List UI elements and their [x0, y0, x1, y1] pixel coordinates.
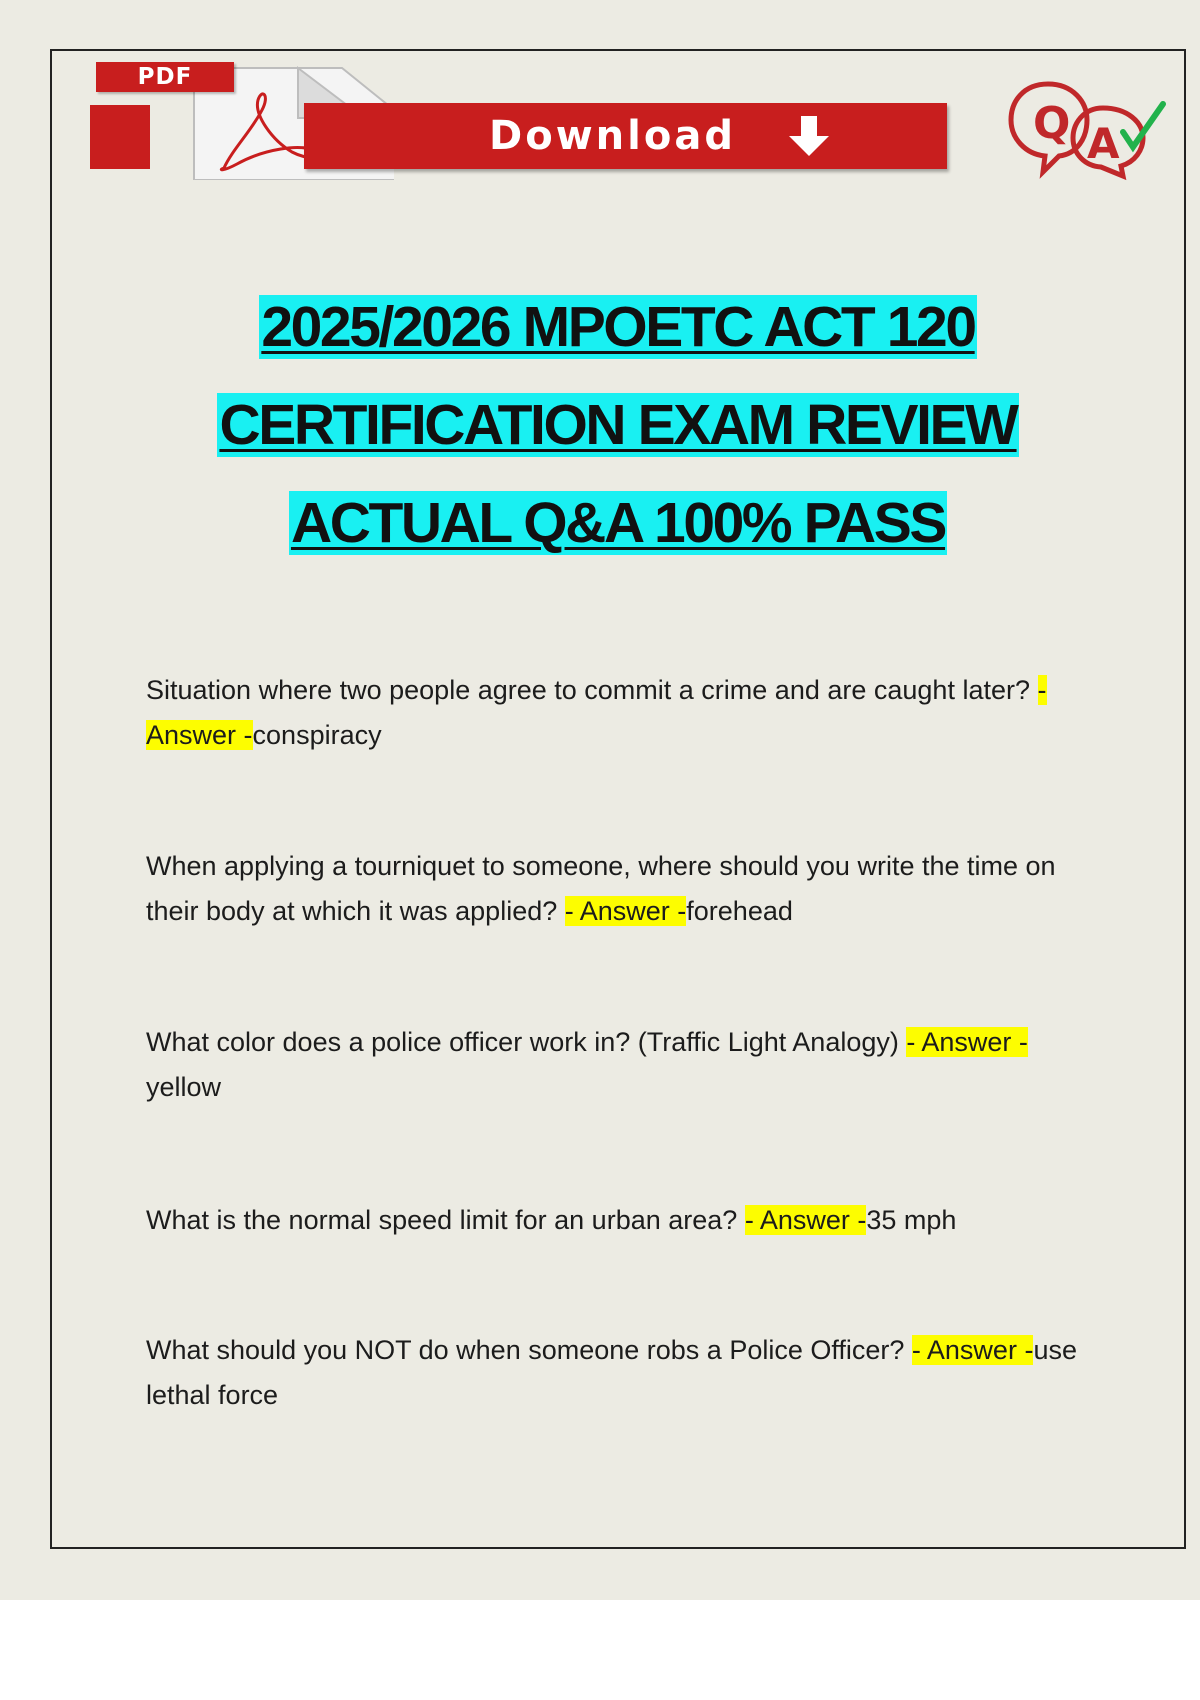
- document-frame: [50, 49, 1186, 1549]
- answer-marker: - Answer -: [146, 675, 1047, 750]
- question-text: When applying a tourniquet to someone, where should you write the time on their body at which it was applied?: [146, 851, 1056, 926]
- qa-logo-icon: [1003, 72, 1173, 182]
- qa-item: [146, 1020, 1096, 1110]
- title-line-3: ACTUAL Q&A 100% PASS: [290, 491, 946, 555]
- qa-logo-q: Q: [1033, 98, 1071, 149]
- question-text: What should you NOT do when someone robs a Police Officer?: [146, 1335, 912, 1365]
- qa-item: [146, 844, 1096, 934]
- answer-marker: - Answer -: [906, 1027, 1028, 1057]
- download-label: Download: [489, 113, 736, 159]
- answer-text: yellow: [146, 1072, 222, 1102]
- pdf-download-banner[interactable]: [90, 60, 860, 180]
- document-title: [50, 295, 1186, 589]
- qa-item: [146, 1198, 1096, 1243]
- answer-text: conspiracy: [252, 720, 382, 750]
- banner-left-bar: [90, 105, 150, 169]
- question-text: Situation where two people agree to commit a crime and are caught later?: [146, 675, 1038, 705]
- question-text: What is the normal speed limit for an urban area?: [146, 1205, 745, 1235]
- download-arrow-icon: [786, 114, 832, 158]
- download-button[interactable]: [304, 103, 947, 169]
- answer-text: 35 mph: [866, 1205, 957, 1235]
- answer-marker: - Answer -: [744, 1205, 867, 1235]
- qa-item: [146, 1328, 1096, 1418]
- answer-text: forehead: [686, 896, 793, 926]
- answer-text: use lethal force: [146, 1335, 1077, 1410]
- question-text: What color does a police officer work in? (Traffic Light Analogy): [146, 1027, 907, 1057]
- qa-logo-a: A: [1087, 119, 1120, 168]
- answer-marker: - Answer -: [911, 1335, 1034, 1365]
- qa-item: [146, 668, 1096, 758]
- title-line-1: 2025/2026 MPOETC ACT 120: [261, 295, 975, 359]
- answer-marker: - Answer -: [564, 896, 687, 926]
- pdf-label: PDF: [96, 62, 234, 92]
- title-line-2: CERTIFICATION EXAM REVIEW: [219, 393, 1017, 457]
